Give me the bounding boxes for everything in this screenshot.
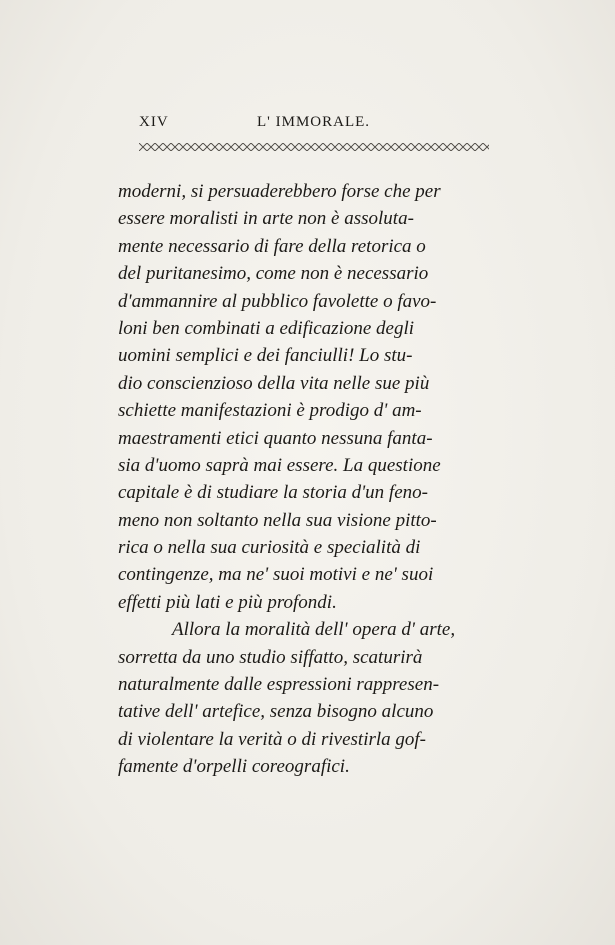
text-line: di violentare la verità o di rivestirla gof- bbox=[118, 728, 426, 750]
body-text bbox=[118, 178, 493, 781]
text-line: contingenze, ma ne' suoi motivi e ne' suoi bbox=[118, 564, 434, 586]
running-title: L' IMMORALE. bbox=[257, 114, 371, 130]
text-line: sorretta da uno studio siffatto, scaturirà bbox=[118, 646, 423, 668]
text-line: schiette manifestazioni è prodigo d' am- bbox=[118, 400, 422, 422]
text-line: mente necessario di fare della retorica o bbox=[118, 235, 426, 257]
text-line: maestramenti etici quanto nessuna fanta- bbox=[118, 427, 433, 449]
text-line: famente d'orpelli coreografici. bbox=[118, 756, 350, 778]
text-line: dio conscienzioso della vita nelle sue più bbox=[118, 372, 430, 394]
text-line: essere moralisti in arte non è assoluta- bbox=[118, 208, 414, 230]
text-line: naturalmente dalle espressioni rappresen- bbox=[118, 674, 440, 696]
text-line: meno non soltanto nella sua visione pitto- bbox=[118, 509, 437, 531]
page-number: XIV bbox=[139, 114, 169, 130]
text-line: capitale è di studiare la storia d'un feno- bbox=[118, 482, 428, 504]
text-line: uomini semplici e dei fanciulli! Lo stu- bbox=[118, 345, 413, 367]
text-line: moderni, si persuaderebbero forse che per bbox=[118, 181, 441, 202]
text-line: sia d'uomo saprà mai essere. La questione bbox=[118, 454, 441, 476]
text-line: loni ben combinati a edificazione degli bbox=[118, 317, 415, 339]
text-line: rica o nella sua curiosità e specialità di bbox=[118, 537, 421, 559]
text-line: effetti più lati e più profondi. bbox=[118, 591, 337, 613]
decorative-rule bbox=[139, 143, 489, 151]
page-header bbox=[139, 114, 489, 136]
paragraph-start-line: Allora la moralità dell' opera d' arte, bbox=[172, 619, 456, 641]
text-line: d'ammannire al pubblico favolette o favo- bbox=[118, 290, 437, 312]
text-line: del puritanesimo, come non è necessario bbox=[118, 263, 429, 285]
text-line: tative dell' artefice, senza bisogno alcuno bbox=[118, 701, 434, 723]
